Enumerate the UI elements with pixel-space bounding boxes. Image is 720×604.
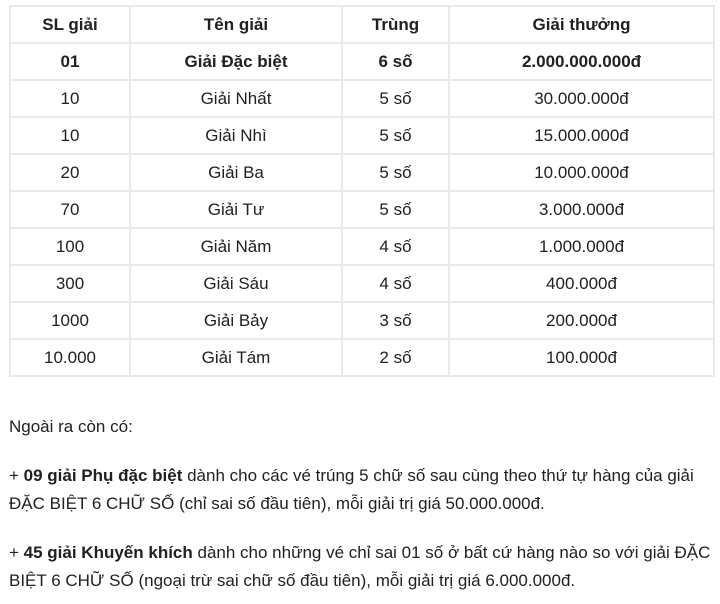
- cell-match: 3 số: [342, 302, 449, 339]
- cell-prize-value: 100.000đ: [449, 339, 714, 376]
- table-row: [10, 191, 714, 228]
- cell-prize-name: Giải Năm: [130, 228, 342, 265]
- cell-match: 4 số: [342, 228, 449, 265]
- cell-prize-name: Giải Đặc biệt: [130, 43, 342, 80]
- cell-prize-value: 400.000đ: [449, 265, 714, 302]
- table-row: [10, 228, 714, 265]
- cell-prize-name: Giải Ba: [130, 154, 342, 191]
- header-giai-thuong: Giải thưởng: [449, 6, 714, 43]
- cell-quantity: 10: [10, 80, 130, 117]
- cell-prize-name: Giải Nhì: [130, 117, 342, 154]
- note1-plus: +: [9, 466, 24, 485]
- note2-rest-text: dành cho những vé chỉ sai 01 số ở bất cứ hàng nào so với giải ĐẶC BIỆT 6 CHỮ SỐ (ngoại trừ sai chữ số đầu tiên), mỗi giải trị giá 6.000.000đ.: [9, 543, 711, 590]
- table-row: [10, 302, 714, 339]
- table-row: [10, 117, 714, 154]
- table-row: [10, 154, 714, 191]
- cell-prize-value: 30.000.000đ: [449, 80, 714, 117]
- cell-match: 2 số: [342, 339, 449, 376]
- cell-prize-name: Giải Sáu: [130, 265, 342, 302]
- cell-match: 5 số: [342, 191, 449, 228]
- note2-bold-text: 45 giải Khuyến khích: [23, 543, 193, 562]
- cell-quantity: 300: [10, 265, 130, 302]
- cell-prize-value: 2.000.000.000đ: [449, 43, 714, 80]
- cell-prize-value: 1.000.000đ: [449, 228, 714, 265]
- notes-intro: [9, 413, 713, 441]
- cell-prize-value: 10.000.000đ: [449, 154, 714, 191]
- cell-quantity: 70: [10, 191, 130, 228]
- cell-match: 5 số: [342, 117, 449, 154]
- cell-quantity: 1000: [10, 302, 130, 339]
- cell-prize-name: Giải Nhất: [130, 80, 342, 117]
- header-trung: Trùng: [342, 6, 449, 43]
- cell-prize-name: Giải Bảy: [130, 302, 342, 339]
- cell-match: 6 số: [342, 43, 449, 80]
- table-row: [10, 80, 714, 117]
- table-header-row: [10, 6, 714, 43]
- cell-prize-value: 3.000.000đ: [449, 191, 714, 228]
- cell-quantity: 01: [10, 43, 130, 80]
- cell-quantity: 20: [10, 154, 130, 191]
- cell-quantity: 10.000: [10, 339, 130, 376]
- cell-prize-name: Giải Tư: [130, 191, 342, 228]
- notes-intro-text: Ngoài ra còn có:: [9, 417, 133, 436]
- notes-section: [9, 413, 713, 595]
- cell-match: 5 số: [342, 154, 449, 191]
- cell-quantity: 10: [10, 117, 130, 154]
- note-phu-dac-biet: [9, 462, 713, 518]
- table-row: [10, 43, 714, 80]
- cell-match: 4 số: [342, 265, 449, 302]
- cell-quantity: 100: [10, 228, 130, 265]
- cell-prize-name: Giải Tám: [130, 339, 342, 376]
- header-sl-giai: SL giải: [10, 6, 130, 43]
- note2-plus: +: [9, 543, 24, 562]
- note1-bold-text: 09 giải Phụ đặc biệt: [23, 466, 183, 485]
- note1-rest-text: dành cho các vé trúng 5 chữ số sau cùng theo thứ tự hàng của giải ĐẶC BIỆT 6 CHỮ SỐ (chỉ sai số đầu tiên), mỗi giải trị giá 50.000.000đ.: [9, 466, 694, 513]
- note-khuyen-khich: [9, 539, 713, 595]
- cell-prize-value: 15.000.000đ: [449, 117, 714, 154]
- header-ten-giai: Tên giải: [130, 6, 342, 43]
- cell-match: 5 số: [342, 80, 449, 117]
- cell-prize-value: 200.000đ: [449, 302, 714, 339]
- table-row: [10, 265, 714, 302]
- table-row: [10, 339, 714, 376]
- prize-table: [9, 5, 715, 377]
